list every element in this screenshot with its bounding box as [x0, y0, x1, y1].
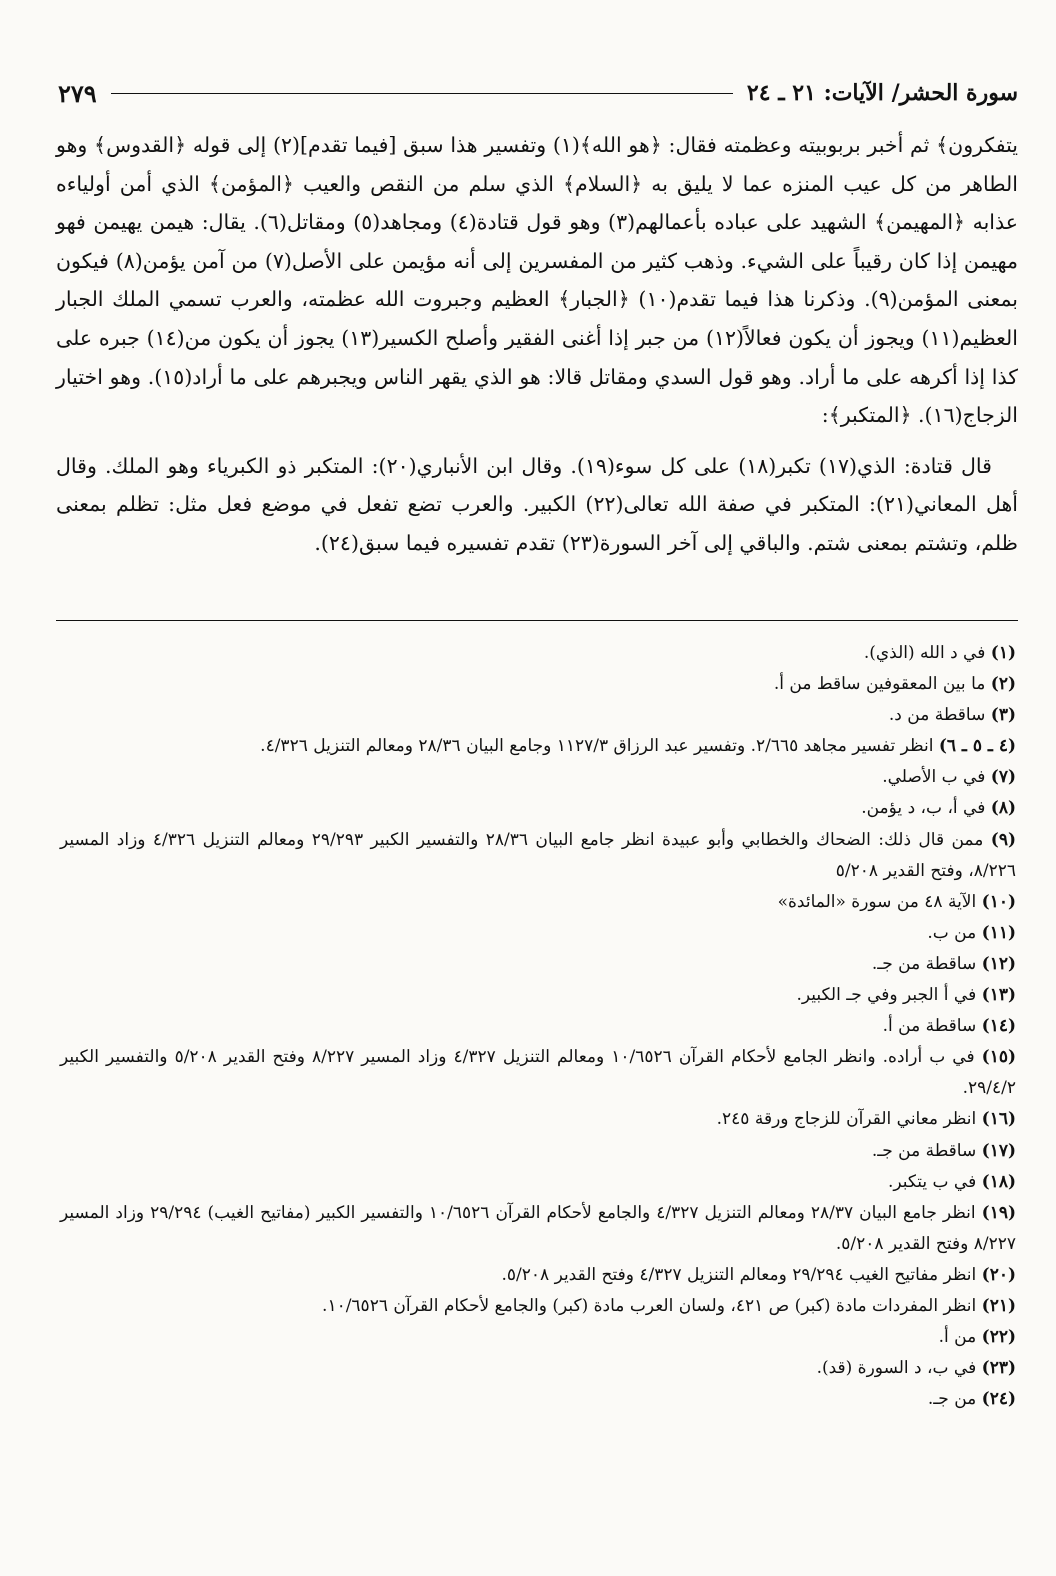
footnote-text: من ب.	[927, 922, 977, 943]
footnote-text: انظر تفسير مجاهد ٢/٦٦٥. وتفسير عبد الرزاق ١١٢٧/٣ وجامع البيان ٢٨/٣٦ ومعالم التنزيل ٤/٣٢٦.	[260, 736, 934, 757]
footnote-number: (١٣)	[981, 985, 1016, 1006]
footnote-text: في ب يتكبر.	[887, 1171, 977, 1192]
page-number: ٢٧٩	[58, 78, 97, 108]
header-rule	[111, 93, 733, 94]
footnote-number: (١)	[990, 643, 1016, 663]
footnote-text: الآية ٤٨ من سورة «المائدة»	[777, 891, 977, 912]
footnote-number: (٢٠)	[981, 1264, 1016, 1285]
footnote	[60, 669, 1016, 700]
footnote-text: انظر جامع البيان ٢٨/٣٧ ومعالم التنزيل ٤/٣٢٧ والجامع لأحكام القرآن ١٠/٦٥٢٦ والتفسير الكبير (مفاتيح الغيب) ٢٩/٢٩٤ وزاد المسير ٨/٢٢٧ وفتح القدير ٥/٢٠٨.	[60, 1202, 1016, 1254]
footnote-text: في د الله (الذي).	[863, 643, 986, 663]
footnote-number: (١٤)	[981, 1016, 1016, 1037]
footnote-number: (٩)	[990, 829, 1016, 850]
footnote	[60, 1167, 1016, 1198]
footnote-text: انظر المفردات مادة (كبر) ص ٤٢١، ولسان العرب مادة (كبر) والجامع لأحكام القرآن ١٠/٦٥٢٦.	[322, 1295, 977, 1316]
footnote	[60, 638, 1016, 669]
footnote	[60, 1042, 1016, 1104]
footnote-text: ما بين المعقوفين ساقط من أ.	[773, 674, 986, 695]
footnote-text: ساقطة من د.	[888, 705, 986, 726]
paragraph-1: يتفكرون﴾ ثم أخبر بربوبيته وعظمته فقال: ﴿هو الله﴾(١) وتفسير هذا سبق [فيما تقدم](٢) إلى قوله ﴿القدوس﴾ وهو الطاهر من كل عيب المنزه عما لا يليق به ﴿السلام﴾ الذي سلم من النقص والعيب ﴿المؤمن﴾ الذي أمن أولياءه عذابه ﴿المهيمن﴾ الشهيد على عباده بأعمالهم(٣) وهو قول قتادة(٤) ومجاهد(٥) ومقاتل(٦). يقال: هيمن يهيمن فهو مهيمن إذا كان رقيباً على الشيء. وذهب كثير من المفسرين إلى أنه مؤيمن على الأصل(٧) من آمن يؤمن(٨) فيكون بمعنى المؤمن(٩). وذكرنا هذا فيما تقدم(١٠) ﴿الجبار﴾ العظيم وجبروت الله عظمته، والعرب تسمي الملك الجبار العظيم(١١) ويجوز أن يكون فعالاً(١٢) من جبر إذا أغنى الفقير وأصلح الكسير(١٣) يجوز أن يكون من(١٤) جبره على كذا إذا أكرهه على ما أراد. وهو قول السدي ومقاتل قالا: هو الذي يقهر الناس ويجبرهم على ما أراد(١٥). وهو اختيار الزجاج(١٦). ﴿المتكبر﴾:	[56, 133, 1019, 428]
footnote-number: (٢٣)	[981, 1358, 1016, 1379]
page-header	[58, 74, 1018, 112]
footnote	[60, 1198, 1016, 1260]
footnote-number: (١٠)	[981, 891, 1016, 912]
footnote-text: انظر معاني القرآن للزجاج ورقة ٢٤٥.	[716, 1109, 977, 1130]
footnote-text: في أ الجبر وفي جـ الكبير.	[796, 985, 977, 1006]
footnote	[60, 980, 1016, 1011]
footnote	[60, 1260, 1016, 1291]
footnote-text: في أ، ب، د يؤمن.	[861, 798, 986, 819]
footnote	[60, 1322, 1016, 1353]
footnote	[60, 887, 1016, 918]
footnote-text: ساقطة من جـ.	[871, 1140, 977, 1161]
footnote-text: ساقطة من جـ.	[871, 953, 977, 974]
footnote-number: (١١)	[981, 922, 1016, 943]
footnote-number: (١٥)	[981, 1047, 1016, 1068]
footnote-text: في ب، د السورة (قد).	[816, 1358, 977, 1379]
footnotes-list	[60, 638, 1016, 1415]
footnote	[60, 1384, 1016, 1415]
footnote	[60, 762, 1016, 793]
footnote-number: (٢)	[990, 674, 1016, 695]
footnote	[60, 700, 1016, 731]
footnote-number: (٢٤)	[981, 1389, 1016, 1410]
footnote-text: من جـ.	[927, 1389, 977, 1410]
footnote	[60, 1291, 1016, 1322]
footnote	[60, 1136, 1016, 1167]
footnote-number: (٣)	[990, 705, 1016, 726]
footnote-number: (٧)	[990, 767, 1016, 788]
footnote-number: (١٧)	[981, 1140, 1016, 1161]
footnote-number: (١٩)	[981, 1202, 1016, 1223]
running-title: سورة الحشر/ الآيات: ٢١ ـ ٢٤	[746, 80, 1018, 106]
footnote-text: ساقطة من أ.	[882, 1016, 977, 1037]
footnote	[60, 949, 1016, 980]
footnote-number: (٢١)	[981, 1295, 1016, 1316]
footnote	[60, 825, 1016, 887]
footnote-number: (١٦)	[981, 1109, 1016, 1130]
footnote-number: (١٨)	[981, 1171, 1016, 1192]
footnote-number: (٨)	[990, 798, 1016, 819]
footnote	[60, 1104, 1016, 1135]
footnote-number: (٢٢)	[981, 1327, 1016, 1348]
footnote	[60, 731, 1016, 762]
footnote	[60, 918, 1016, 949]
main-text	[56, 126, 1018, 563]
footnote-text: ممن قال ذلك: الضحاك والخطابي وأبو عبيدة انظر جامع البيان ٢٨/٣٦ والتفسير الكبير ٢٩/٢٩٣ ومعالم التنزيل ٤/٣٢٦ وزاد المسير ٨/٢٢٦، وفتح القدير ٥/٢٠٨	[60, 829, 1016, 881]
footnote-number: (١٢)	[981, 953, 1016, 974]
footnote-number: (٤ ـ ٥ ـ ٦)	[938, 736, 1016, 757]
footnote-text: في ب الأصلي.	[882, 767, 986, 788]
paragraph-2: قال قتادة: الذي(١٧) تكبر(١٨) على كل سوء(١٩). وقال ابن الأنباري(٢٠): المتكبر ذو الكبرياء وهو الملك. وقال أهل المعاني(٢١): المتكبر في صفة الله تعالى(٢٢) الكبير. والعرب تضع تفعل في موضع فعل مثل: تظلم بمعنى ظلم، وتشتم بمعنى شتم. والباقي إلى آخر السورة(٢٣) تقدم تفسيره فيما سبق(٢٤).	[56, 453, 1018, 555]
footnote-text: في ب أراده. وانظر الجامع لأحكام القرآن ١٠/٦٥٢٦ ومعالم التنزيل ٤/٣٢٧ وزاد المسير ٨/٢٢٧ وفتح القدير ٥/٢٠٨ والتفسير الكبير ٢٩/٤/٢.	[60, 1047, 1016, 1099]
footnote	[60, 1353, 1016, 1384]
footnote	[60, 793, 1016, 824]
footnote	[60, 1011, 1016, 1042]
footnote-text: انظر مفاتيح الغيب ٢٩/٢٩٤ ومعالم التنزيل ٤/٣٢٧ وفتح القدير ٥/٢٠٨.	[501, 1264, 977, 1285]
footnote-separator	[56, 620, 1018, 621]
footnote-text: من أ.	[938, 1327, 977, 1348]
